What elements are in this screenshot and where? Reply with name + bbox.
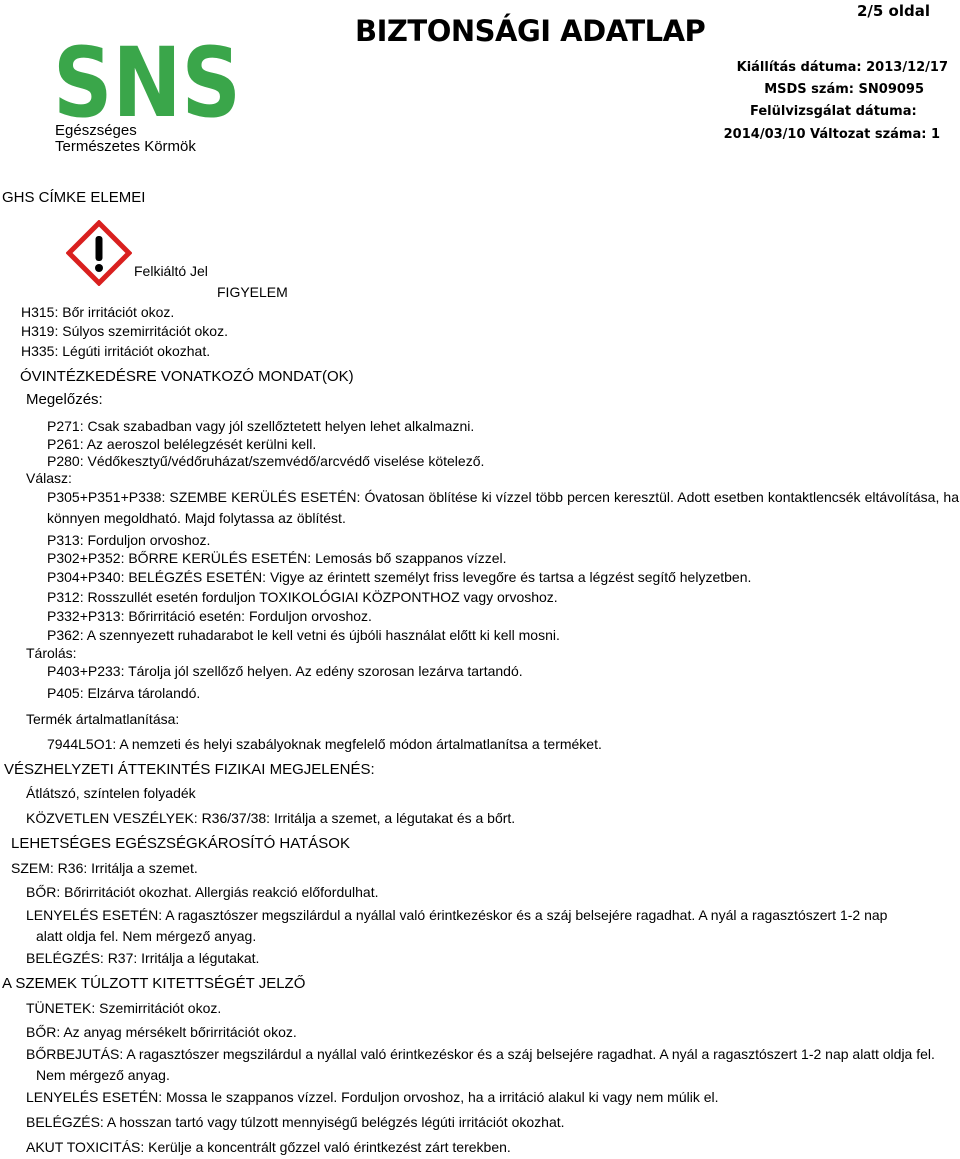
signal-word: FIGYELEM [217, 284, 288, 300]
health-effects-heading: LEHETSÉGES EGÉSZSÉGKÁROSÍTÓ HATÁSOK [11, 835, 350, 852]
prevention-statement: P280: Védőkesztyű/védőruházat/szemvédő/arcvédő viselése kötelező. [47, 453, 485, 469]
disposal-label: Termék ártalmatlanítása: [26, 711, 180, 727]
overexposure-heading: A SZEMEK TÚLZOTT KITETTSÉGÉT JELZŐ [2, 975, 306, 992]
appearance: Átlátszó, színtelen folyadék [26, 785, 196, 801]
storage-label: Tárolás: [26, 645, 77, 661]
storage-statement: P403+P233: Tárolja jól szellőző helyen. Az edény szorosan lezárva tartandó. [47, 663, 523, 679]
issue-date: Kiállítás dátuma: 2013/12/17 [736, 60, 948, 75]
response-statement: P313: Forduljon orvoshoz. [47, 532, 211, 548]
document-title: BIZTONSÁGI ADATLAP [355, 14, 706, 48]
response-statement: P304+P340: BELÉGZÉS ESETÉN: Vigye az érintett személyt friss levegőre és tartsa a légzést segítő helyzetben. [47, 569, 752, 585]
response-statement-eye: P305+P351+P338: SZEMBE KERÜLÉS ESETÉN: Óvatosan öblítése ki vízzel több percen keresztül. Adott esetben kontaktlencsék eltávolítása, ha könnyen megoldható. Majd folytassa az öblítést. [47, 489, 959, 526]
logo-subtitle-line1: Egészséges [55, 122, 137, 139]
overexposure-skin: BŐR: Az anyag mérsékelt bőrirritációt okoz. [26, 1024, 297, 1040]
prevention-statement: P261: Az aeroszol belélegzését kerülni kell. [47, 436, 317, 452]
pictogram-name: Felkiáltó Jel [134, 263, 208, 279]
overexposure-inhalation: BELÉGZÉS: A hosszan tartó vagy túlzott mennyiségű belégzés légúti irritációt okozhat. [26, 1114, 565, 1130]
exclamation-mark-icon [66, 220, 132, 286]
health-skin: BŐR: Bőrirritációt okozhat. Allergiás reakció előfordulhat. [26, 884, 379, 900]
response-statement: P312: Rosszullét esetén forduljon TOXIKOLÓGIAI KÖZPONTHOZ vagy orvoshoz. [47, 589, 558, 605]
hazard-statement: H335: Légúti irritációt okozhat. [21, 343, 211, 359]
immediate-hazards: KÖZVETLEN VESZÉLYEK: R36/37/38: Irritálja a szemet, a légutakat és a bőrt. [26, 810, 516, 826]
sns-logo-graphic [52, 38, 242, 122]
prevention-label: Megelőzés: [26, 391, 103, 408]
logo-letters: SNS [53, 38, 241, 122]
precaution-heading: ÓVINTÉZKEDÉSRE VONATKOZÓ MONDAT(OK) [20, 368, 354, 385]
revision-label: Felülvizsgálat dátuma: [750, 104, 917, 119]
health-inhalation: BELÉGZÉS: R37: Irritálja a légutakat. [26, 950, 260, 966]
overexposure-skin-contact: BŐRBEJUTÁS: A ragasztószer megszilárdul a nyállal való érintkezéskor és a száj belsejére ragadhat. A nyál a ragasztószert 1-2 nap alatt oldja fel. Nem mérgező anyag. [26, 1046, 935, 1083]
sns-logo [52, 38, 242, 122]
logo-subtitle-line2: Természetes Körmök [55, 138, 196, 155]
storage-statement: P405: Elzárva tárolandó. [47, 685, 201, 701]
revision-value: 2014/03/10 Változat száma: 1 [723, 127, 940, 142]
response-statement: P302+P352: BŐRRE KERÜLÉS ESETÉN: Lemosás bő szappanos vízzel. [47, 550, 507, 566]
msds-number: MSDS szám: SN09095 [764, 82, 924, 97]
response-statement: P362: A szennyezett ruhadarabot le kell vetni és újbóli használat előtt ki kell mosni. [47, 627, 560, 643]
response-label: Válasz: [26, 470, 72, 486]
page-number: 2/5 oldal [856, 2, 930, 20]
health-ingestion: LENYELÉS ESETÉN: A ragasztószer megszilárdul a nyállal való érintkezéskor és a száj belsejére ragadhat. A nyál a ragasztószert 1-2 nap alatt oldja fel. Nem mérgező anyag. [26, 907, 888, 944]
hazard-statement: H315: Bőr irritációt okoz. [21, 304, 175, 320]
response-statement: P332+P313: Bőrirritáció esetén: Forduljon orvoshoz. [47, 608, 372, 624]
emergency-heading: VÉSZHELYZETI ÁTTEKINTÉS FIZIKAI MEGJELENÉS: [4, 761, 375, 778]
acute-toxicity: AKUT TOXICITÁS: Kerülje a koncentrált gőzzel való érintkezést zárt terekben. [26, 1139, 511, 1155]
ghs-heading: GHS CÍMKE ELEMEI [2, 189, 146, 206]
disposal-statement: 7944L5O1: A nemzeti és helyi szabályoknak megfelelő módon ártalmatlanítsa a terméket. [47, 736, 602, 752]
health-eye: SZEM: R36: Irritálja a szemet. [11, 860, 198, 876]
overexposure-symptoms: TÜNETEK: Szemirritációt okoz. [26, 1000, 222, 1016]
overexposure-ingestion: LENYELÉS ESETÉN: Mossa le szappanos vízzel. Forduljon orvoshoz, ha a irritáció alakul ki vagy nem múlik el. [26, 1089, 719, 1105]
prevention-statement: P271: Csak szabadban vagy jól szellőztetett helyen lehet alkalmazni. [47, 418, 475, 434]
hazard-statement: H319: Súlyos szemirritációt okoz. [21, 323, 228, 339]
